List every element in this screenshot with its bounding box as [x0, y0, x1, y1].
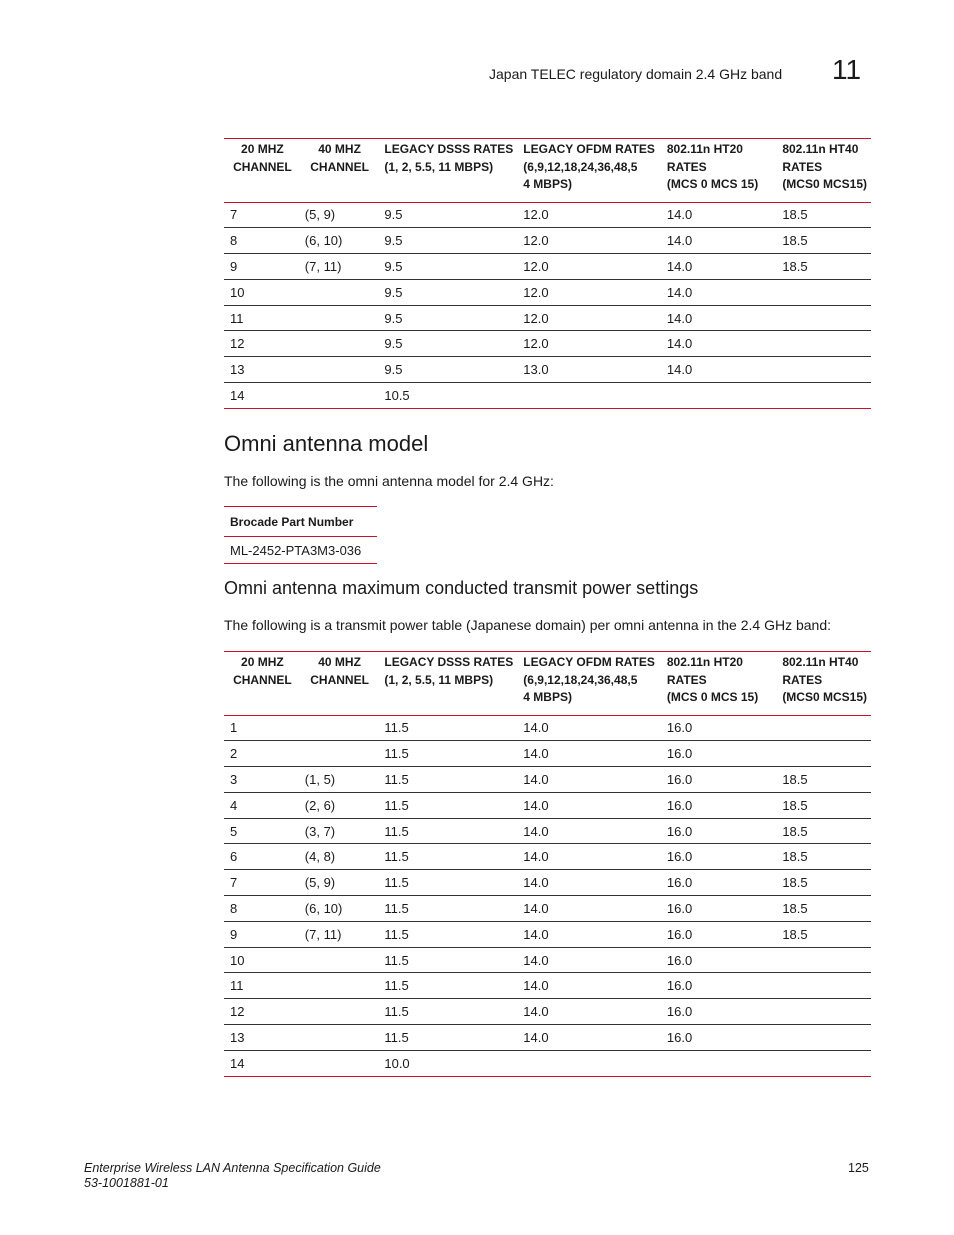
table-cell: 9.5 — [378, 357, 517, 383]
table-cell: 6 — [224, 844, 299, 870]
table-cell: 11.5 — [378, 818, 517, 844]
table-row — [224, 844, 871, 870]
column-header-line: CHANNEL — [233, 159, 292, 174]
column-header-line: (MCS 0 MCS 15) — [666, 690, 759, 704]
table-cell — [776, 279, 871, 305]
column-header-line: RATES — [666, 672, 707, 687]
table-cell: 14.0 — [517, 999, 661, 1025]
table-cell — [776, 1025, 871, 1051]
table-cell: 2 — [224, 741, 299, 767]
column-header — [378, 139, 517, 203]
table-cell: 12.0 — [517, 228, 661, 254]
table-row — [224, 973, 871, 999]
table-cell — [776, 331, 871, 357]
table-cell: 9 — [224, 254, 299, 280]
table-cell: 18.5 — [776, 844, 871, 870]
table-cell: 11.5 — [378, 792, 517, 818]
table-cell: 14.0 — [517, 741, 661, 767]
table-cell — [776, 973, 871, 999]
table-cell: 14.0 — [517, 870, 661, 896]
table-header-row — [224, 139, 871, 203]
table-cell: (1, 5) — [299, 767, 379, 793]
table-cell: 9 — [224, 921, 299, 947]
table-cell — [776, 383, 871, 409]
table-cell: 10 — [224, 279, 299, 305]
table-cell: 14.0 — [517, 818, 661, 844]
table-cell: 18.5 — [776, 870, 871, 896]
table-row — [224, 305, 871, 331]
table-cell: 16.0 — [661, 870, 776, 896]
table-cell: 7 — [224, 202, 299, 228]
table-cell: 18.5 — [776, 228, 871, 254]
footer-doc-info — [84, 1161, 381, 1191]
table-cell: 12 — [224, 331, 299, 357]
table-cell — [776, 357, 871, 383]
table-row — [224, 1050, 871, 1076]
column-header-line: CHANNEL — [310, 672, 369, 687]
column-header-line: (6,9,12,18,24,36,48,5 — [523, 159, 638, 174]
running-header-title: Japan TELEC regulatory domain 2.4 GHz band — [489, 66, 783, 82]
table-cell: 13 — [224, 1025, 299, 1051]
table-cell: 14.0 — [661, 357, 776, 383]
table-cell: 14.0 — [661, 305, 776, 331]
table-cell: 9.5 — [378, 228, 517, 254]
table-cell: 9.5 — [378, 331, 517, 357]
table-cell — [299, 1050, 379, 1076]
table-cell: 9.5 — [378, 254, 517, 280]
table-cell: (6, 10) — [299, 896, 379, 922]
table-cell: 12.0 — [517, 305, 661, 331]
table-cell: 16.0 — [661, 921, 776, 947]
column-header-line: CHANNEL — [310, 159, 369, 174]
table-cell: 18.5 — [776, 818, 871, 844]
column-header — [776, 652, 871, 716]
table-cell — [299, 331, 379, 357]
table-cell: 16.0 — [661, 1025, 776, 1051]
table-cell: 16.0 — [661, 741, 776, 767]
column-header-line: 802.11n HT40 — [782, 655, 859, 669]
column-header-line: RATES — [782, 159, 823, 174]
table-cell: 11.5 — [378, 896, 517, 922]
table-cell: 10.5 — [378, 383, 517, 409]
table-cell — [517, 383, 661, 409]
table-cell — [299, 947, 379, 973]
table-cell: 16.0 — [661, 947, 776, 973]
table-cell: 4 — [224, 792, 299, 818]
section-title: Omni antenna model — [224, 431, 429, 456]
table-cell: 11.5 — [378, 844, 517, 870]
table-cell: 7 — [224, 870, 299, 896]
table-cell: 12 — [224, 999, 299, 1025]
column-header-line: 802.11n HT40 — [782, 142, 859, 156]
table-row — [224, 870, 871, 896]
table-cell: 14.0 — [661, 228, 776, 254]
table-cell: 14 — [224, 383, 299, 409]
column-header-line: 4 MBPS) — [523, 177, 572, 191]
table-row — [224, 279, 871, 305]
column-header-line: 20 MHZ — [241, 142, 284, 156]
table-cell: 11.5 — [378, 947, 517, 973]
table-cell — [299, 1025, 379, 1051]
section-intro: The following is the omni antenna model for 2.4 GHz: — [224, 473, 554, 489]
table-row — [224, 383, 871, 409]
table-cell: 18.5 — [776, 202, 871, 228]
table-cell — [776, 741, 871, 767]
table-cell: (7, 11) — [299, 921, 379, 947]
column-header-line: RATES — [782, 672, 823, 687]
footer-doc-number: 53-1001881-01 — [84, 1176, 169, 1190]
column-header-line: (MCS0 MCS15) — [782, 177, 867, 191]
table-cell: 9.5 — [378, 202, 517, 228]
column-header-line: (1, 2, 5.5, 11 MBPS) — [384, 672, 494, 687]
column-header — [299, 139, 379, 203]
table-cell: 16.0 — [661, 844, 776, 870]
table-cell: 16.0 — [661, 818, 776, 844]
table-cell: 16.0 — [661, 715, 776, 741]
table-cell — [776, 999, 871, 1025]
column-header — [776, 139, 871, 203]
column-header-line: (6,9,12,18,24,36,48,5 — [523, 672, 638, 687]
column-header — [378, 652, 517, 716]
table-cell: 11.5 — [378, 715, 517, 741]
table-cell: 16.0 — [661, 999, 776, 1025]
column-header-line: 802.11n HT20 — [666, 655, 743, 669]
table-cell: 14.0 — [517, 973, 661, 999]
table-row — [224, 331, 871, 357]
table-cell: (3, 7) — [299, 818, 379, 844]
table-row — [224, 767, 871, 793]
table-cell: 14.0 — [661, 254, 776, 280]
table-cell: 18.5 — [776, 921, 871, 947]
table-cell — [299, 357, 379, 383]
table-cell: 14.0 — [517, 1025, 661, 1051]
table-cell: 3 — [224, 767, 299, 793]
table-row — [224, 999, 871, 1025]
column-header-line: (1, 2, 5.5, 11 MBPS) — [384, 159, 494, 174]
column-header-line: (MCS 0 MCS 15) — [666, 177, 759, 191]
column-header-line: 4 MBPS) — [523, 690, 572, 704]
table-cell: 18.5 — [776, 896, 871, 922]
table-body — [224, 715, 871, 1076]
table-row — [224, 947, 871, 973]
footer-page-number: 125 — [848, 1161, 869, 1175]
table-cell: 11.5 — [378, 870, 517, 896]
table-cell: 11.5 — [378, 1025, 517, 1051]
table-cell: 10.0 — [378, 1050, 517, 1076]
column-header — [661, 139, 776, 203]
table-cell: 11.5 — [378, 741, 517, 767]
table-cell: 14.0 — [517, 767, 661, 793]
column-header-line: LEGACY DSSS RATES — [384, 655, 514, 669]
table-cell: 16.0 — [661, 896, 776, 922]
part-number-table — [224, 506, 377, 564]
table-cell — [776, 1050, 871, 1076]
table-cell: 11.5 — [378, 767, 517, 793]
table-cell: 16.0 — [661, 973, 776, 999]
table-body — [224, 202, 871, 408]
rates-table-2 — [224, 651, 871, 1077]
table-cell: 14.0 — [517, 792, 661, 818]
table-cell — [776, 305, 871, 331]
table-cell: 13 — [224, 357, 299, 383]
table-row — [224, 921, 871, 947]
table-cell: (5, 9) — [299, 202, 379, 228]
table-cell — [299, 741, 379, 767]
table-cell: (6, 10) — [299, 228, 379, 254]
column-header — [661, 652, 776, 716]
part-number-header: Brocade Part Number — [224, 507, 377, 537]
table-row — [224, 741, 871, 767]
table-cell: 14.0 — [517, 947, 661, 973]
table-cell — [299, 383, 379, 409]
rates-table-1 — [224, 138, 871, 409]
column-header-line: (MCS0 MCS15) — [782, 690, 867, 704]
table-cell — [776, 715, 871, 741]
table-cell — [299, 999, 379, 1025]
column-header-line: 40 MHZ — [318, 142, 361, 156]
table-cell: 11.5 — [378, 973, 517, 999]
table-cell: 1 — [224, 715, 299, 741]
column-header — [517, 652, 661, 716]
table-row — [224, 357, 871, 383]
table-cell: 14.0 — [661, 279, 776, 305]
footer-doc-title: Enterprise Wireless LAN Antenna Specification Guide — [84, 1161, 381, 1175]
part-number-value: ML-2452-PTA3M3-036 — [224, 537, 377, 564]
column-header-line: CHANNEL — [233, 672, 292, 687]
subsection-title: Omni antenna maximum conducted transmit power settings — [224, 578, 699, 598]
table-row — [224, 818, 871, 844]
column-header — [224, 652, 299, 716]
table-cell: 8 — [224, 896, 299, 922]
column-header-line: LEGACY DSSS RATES — [384, 142, 514, 156]
table-cell: 14.0 — [517, 715, 661, 741]
table-row — [224, 792, 871, 818]
subsection-intro: The following is a transmit power table (Japanese domain) per omni antenna in the 2.4 GHz band: — [224, 617, 832, 633]
column-header-line: LEGACY OFDM RATES — [523, 655, 655, 669]
table-cell: 11 — [224, 973, 299, 999]
table-row — [224, 1025, 871, 1051]
table-cell: 14.0 — [517, 844, 661, 870]
table-row — [224, 896, 871, 922]
column-header-line: 20 MHZ — [241, 655, 284, 669]
table-cell: 16.0 — [661, 767, 776, 793]
column-header — [517, 139, 661, 203]
table-header-row — [224, 652, 871, 716]
chapter-number: 11 — [832, 54, 862, 85]
table-cell: 5 — [224, 818, 299, 844]
table-cell: 11 — [224, 305, 299, 331]
table-row — [224, 254, 871, 280]
table-cell — [299, 279, 379, 305]
column-header-line: LEGACY OFDM RATES — [523, 142, 655, 156]
table-cell: (7, 11) — [299, 254, 379, 280]
table-row — [224, 228, 871, 254]
table-cell: 18.5 — [776, 767, 871, 793]
table-cell — [661, 383, 776, 409]
table-cell: 8 — [224, 228, 299, 254]
table-cell: (2, 6) — [299, 792, 379, 818]
table-cell: 9.5 — [378, 279, 517, 305]
table-cell — [299, 973, 379, 999]
table-row — [224, 202, 871, 228]
table-cell — [299, 305, 379, 331]
table-cell: 11.5 — [378, 999, 517, 1025]
column-header-line: 802.11n HT20 — [666, 142, 743, 156]
table-cell — [661, 1050, 776, 1076]
column-header-line: RATES — [666, 159, 707, 174]
column-header — [299, 652, 379, 716]
table-cell: 13.0 — [517, 357, 661, 383]
table-cell: 12.0 — [517, 254, 661, 280]
table-cell: (4, 8) — [299, 844, 379, 870]
table-cell: 12.0 — [517, 202, 661, 228]
table-cell: 14.0 — [517, 921, 661, 947]
table-cell: 10 — [224, 947, 299, 973]
table-cell: 18.5 — [776, 254, 871, 280]
table-cell: 9.5 — [378, 305, 517, 331]
table-cell: 12.0 — [517, 331, 661, 357]
table-cell: 12.0 — [517, 279, 661, 305]
table-cell: 16.0 — [661, 792, 776, 818]
table-cell — [517, 1050, 661, 1076]
table-cell: 14.0 — [661, 331, 776, 357]
table-cell: 11.5 — [378, 921, 517, 947]
table-cell: 14.0 — [517, 896, 661, 922]
table-cell: 14.0 — [661, 202, 776, 228]
table-row — [224, 715, 871, 741]
table-cell: (5, 9) — [299, 870, 379, 896]
table-cell: 14 — [224, 1050, 299, 1076]
table-cell: 18.5 — [776, 792, 871, 818]
column-header-line: 40 MHZ — [318, 655, 361, 669]
column-header — [224, 139, 299, 203]
table-cell — [299, 715, 379, 741]
table-cell — [776, 947, 871, 973]
